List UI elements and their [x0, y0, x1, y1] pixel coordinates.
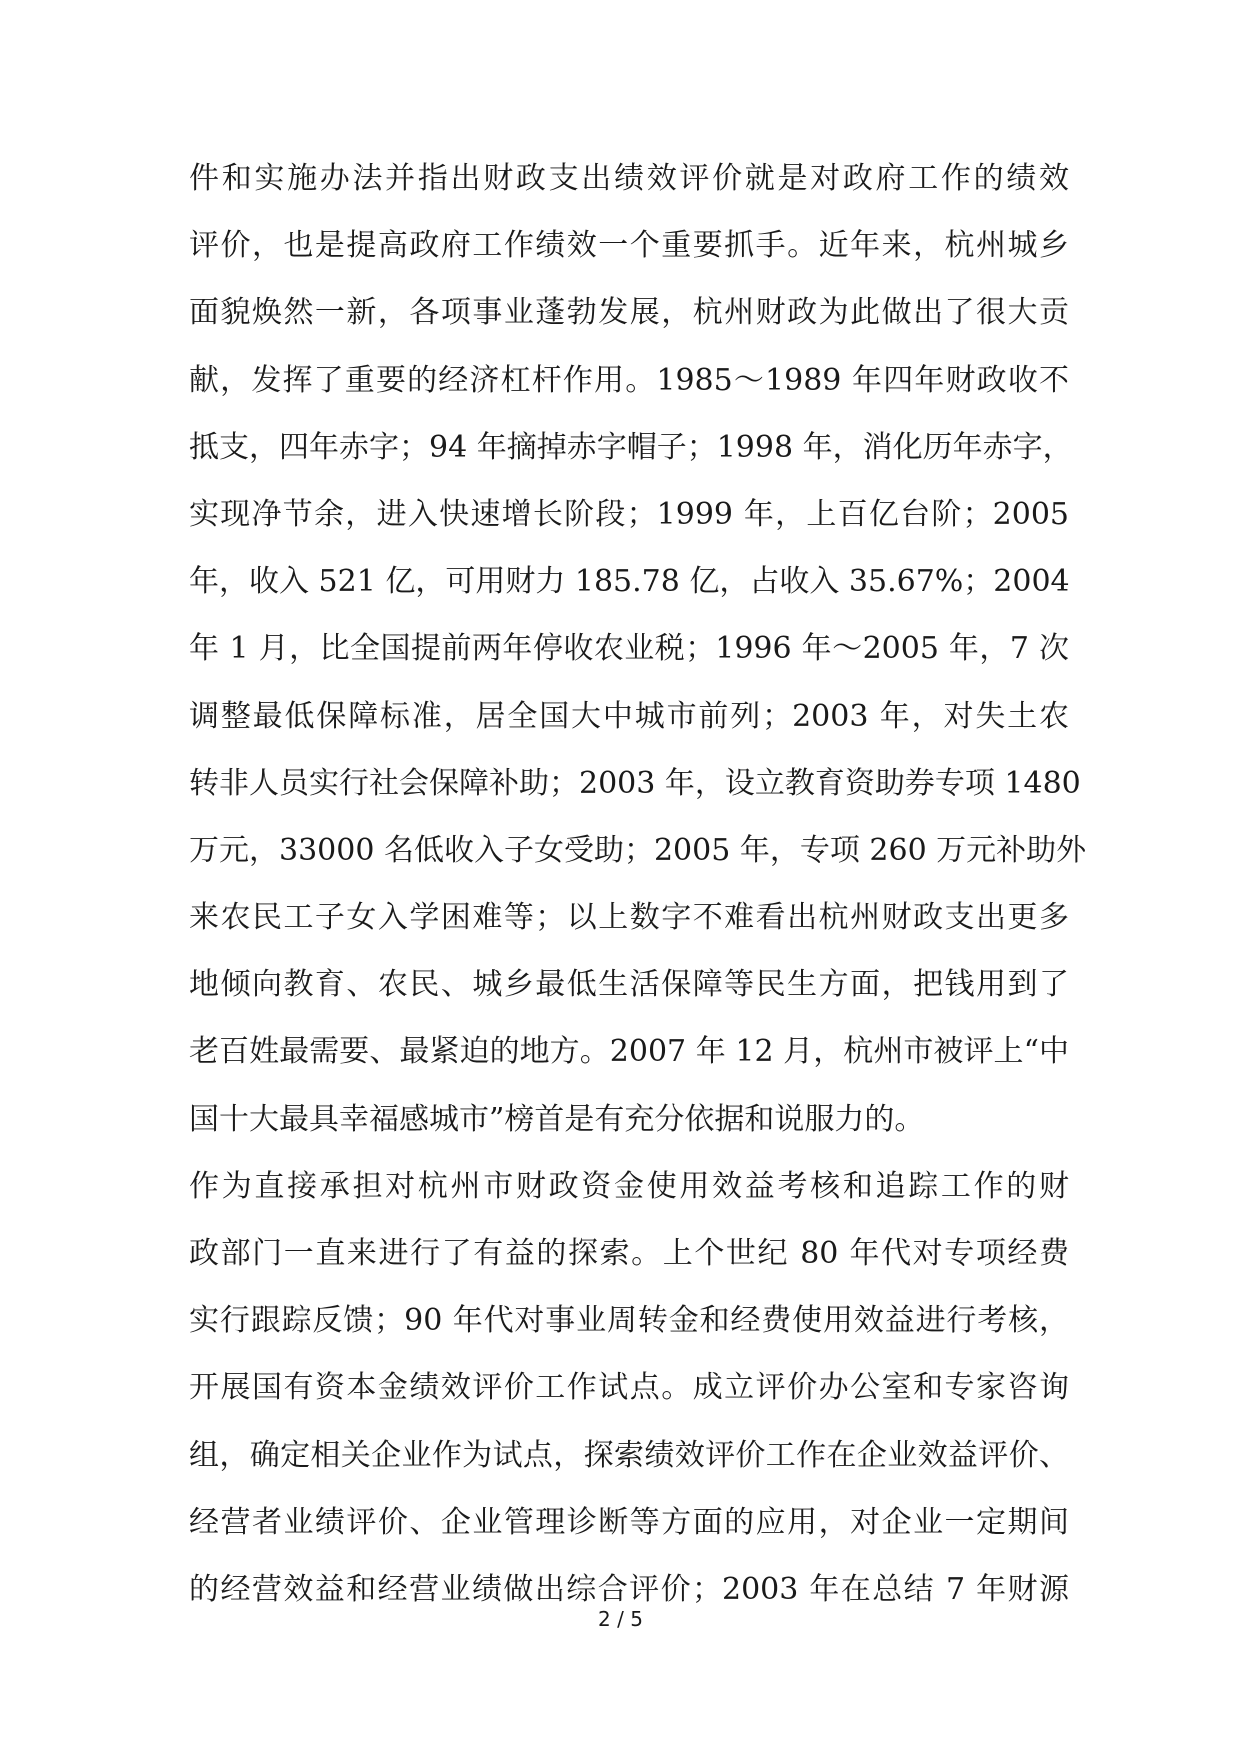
text-line: 万元，33000 名低收入子女受助；2005 年，专项 260 万元补助外 [189, 832, 1087, 868]
text-line: 的经营效益和经营业绩做出综合评价；2003 年在总结 7 年财源 [189, 1571, 1069, 1607]
text-line: 开展国有资本金绩效评价工作试点。成立评价办公室和专家咨询 [189, 1370, 1069, 1406]
text-line: 件和实施办法并指出财政支出绩效评价就是对政府工作的绩效 [189, 161, 1069, 196]
text-line: 老百姓最需要、最紧迫的地方。2007 年 12 月，杭州市被评上“中 [189, 1034, 1069, 1070]
text-line: 调整最低保障标准，居全国大中城市前列；2003 年，对失土农 [189, 698, 1069, 734]
text-line: 年 1 月，比全国提前两年停收农业税；1996 年～2005 年，7 次 [189, 631, 1069, 667]
text-line: 年，收入 521 亿，可用财力 185.78 亿，占收入 35.67%；2004 [189, 564, 1070, 600]
text-line: 国十大最具幸福感城市”榜首是有充分依据和说服力的。 [189, 1101, 925, 1137]
text-line: 政部门一直来进行了有益的探索。上个世纪 80 年代对专项经费 [189, 1236, 1069, 1271]
text-line: 组，确定相关企业作为试点，探索绩效评价工作在企业效益评价、 [189, 1437, 1069, 1473]
text-line: 实现净节余，进入快速增长阶段；1999 年，上百亿台阶；2005 [189, 496, 1069, 532]
text-line: 评价，也是提高政府工作绩效一个重要抓手。近年来，杭州城乡 [189, 228, 1069, 264]
text-line: 地倾向教育、农民、城乡最低生活保障等民生方面，把钱用到了 [189, 967, 1069, 1003]
document-body [189, 160, 1087, 1638]
page-number: 2 / 5 [598, 1607, 643, 1631]
text-line: 面貌焕然一新，各项事业蓬勃发展，杭州财政为此做出了很大贡 [189, 295, 1069, 331]
text-line: 实行跟踪反馈；90 年代对事业周转金和经费使用效益进行考核， [189, 1303, 1069, 1339]
text-line: 来农民工子女入学困难等；以上数字不难看出杭州财政支出更多 [189, 900, 1069, 936]
text-line: 经营者业绩评价、企业管理诊断等方面的应用，对企业一定期间 [189, 1504, 1069, 1540]
text-line: 献，发挥了重要的经济杠杆作用。1985～1989 年四年财政收不 [189, 362, 1069, 398]
paragraph-2 [189, 1168, 1069, 1638]
text-line: 作为直接承担对杭州市财政资金使用效益考核和追踪工作的财 [189, 1168, 1069, 1204]
text-line: 抵支，四年赤字；94 年摘掉赤字帽子；1998 年，消化历年赤字， [189, 429, 1073, 465]
text-line: 转非人员实行社会保障补助；2003 年，设立教育资助券专项 1480 [189, 765, 1081, 801]
paragraph-1 [189, 160, 1087, 1168]
